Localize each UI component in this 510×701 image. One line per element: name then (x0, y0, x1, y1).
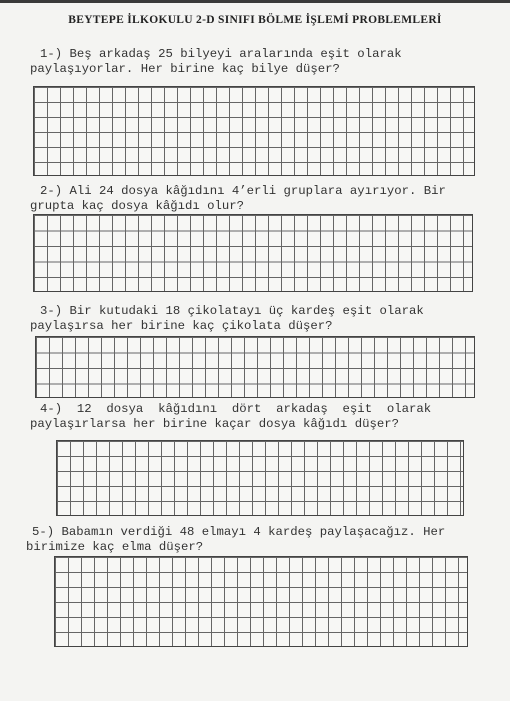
question-1 (30, 47, 490, 77)
question-5-line-1: 5-) Babamın verdiği 48 elmayı 4 kardeş paylaşacağız. Her (32, 525, 446, 539)
answer-grid-4[interactable] (56, 440, 464, 516)
question-1-line-1: 1-) Beş arkadaş 25 bilyeyi aralarında eşit olarak (40, 47, 402, 61)
question-5 (26, 525, 482, 555)
question-4-line-1: 4-) 12 dosya kâğıdını dört arkadaş eşit olarak (40, 402, 432, 416)
question-2-line-1: 2-) Ali 24 dosya kâğıdını 4’erli gruplara ayırıyor. Bir (40, 184, 446, 198)
top-border-line (0, 0, 510, 3)
question-2-line-2: grupta kaç dosya kâğıdı olur? (30, 199, 245, 213)
question-3 (30, 304, 490, 334)
question-3-line-2: paylaşırsa her birine kaç çikolata düşer? (30, 319, 333, 333)
question-4-line-2: paylaşırlarsa her birine kaçar dosya kâğıdı düşer? (30, 417, 399, 431)
question-1-line-2: paylaşıyorlar. Her birine kaç bilye düşer? (30, 62, 340, 76)
answer-grid-1[interactable] (33, 86, 475, 176)
worksheet-title: BEYTEPE İLKOKULU 2-D SINIFI BÖLME İŞLEMİ PROBLEMLERİ (68, 14, 442, 26)
question-5-line-2: birimize kaç elma düşer? (26, 540, 204, 554)
question-2 (30, 184, 490, 214)
answer-grid-3[interactable] (35, 336, 475, 398)
answer-grid-5[interactable] (54, 556, 468, 647)
question-3-line-1: 3-) Bir kutudaki 18 çikolatayı üç kardeş eşit olarak (40, 304, 424, 318)
question-4 (30, 402, 490, 432)
answer-grid-2[interactable] (33, 214, 473, 292)
